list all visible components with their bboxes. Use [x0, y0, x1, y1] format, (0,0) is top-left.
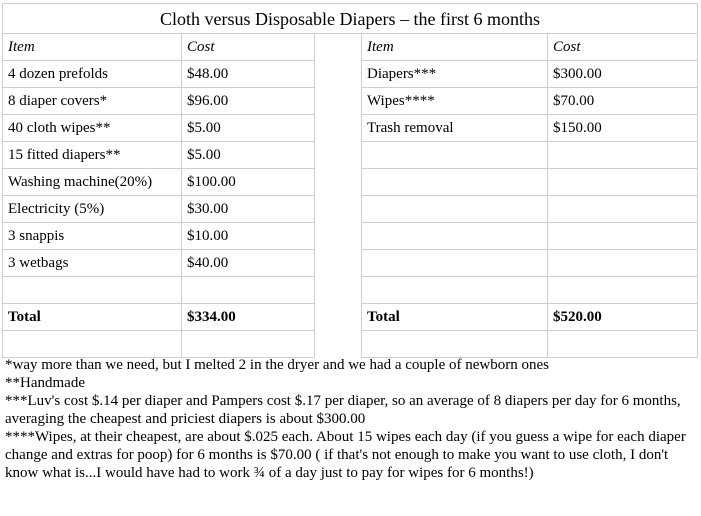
cloth-item-cell: 40 cloth wipes** — [3, 114, 182, 141]
spacer-cell — [315, 168, 362, 195]
cloth-total-cost: $334.00 — [182, 303, 315, 330]
cloth-item-cell: Electricity (5%) — [3, 195, 182, 222]
footnote: *way more than we need, but I melted 2 in the dryer and we had a couple of newborn ones — [5, 357, 549, 373]
spacer-cell — [315, 249, 362, 276]
disposable-item-cell: Wipes**** — [362, 87, 548, 114]
spacer-cell — [315, 114, 362, 141]
cloth-item-cell: 3 snappis — [3, 222, 182, 249]
spacer-cell — [315, 60, 362, 87]
spacer-cell — [315, 303, 362, 330]
cloth-cost-cell: $40.00 — [182, 249, 315, 276]
disposable-cost-cell — [548, 141, 698, 168]
cloth-item-cell: 15 fitted diapers** — [3, 141, 182, 168]
header-row — [3, 34, 698, 61]
empty-cell — [3, 330, 182, 357]
disposable-cost-header: Cost — [548, 34, 698, 61]
cloth-cost-cell: $10.00 — [182, 222, 315, 249]
spacer-cell — [315, 34, 362, 61]
disposable-item-cell: Diapers*** — [362, 60, 548, 87]
disposable-item-cell — [362, 195, 548, 222]
empty-cell — [362, 330, 548, 357]
disposable-item-cell — [362, 249, 548, 276]
table-row — [3, 141, 698, 168]
disposable-cost-cell: $300.00 — [548, 60, 698, 87]
empty-cell — [182, 330, 315, 357]
table-row — [3, 276, 698, 303]
footnote: **Handmade — [5, 375, 85, 391]
disposable-cost-cell: $150.00 — [548, 114, 698, 141]
empty-cell — [548, 330, 698, 357]
table-row — [3, 330, 698, 357]
footnote: ***Luv's cost $.14 per diaper and Pampers cost $.17 per diaper, so an average of 8 diapers per day for 6 months, averaging the cheapest and priciest diapers is about $300.00 — [5, 393, 681, 427]
disposable-item-cell — [362, 168, 548, 195]
disposable-item-cell — [362, 276, 548, 303]
comparison-table — [2, 3, 698, 358]
table-row — [3, 249, 698, 276]
title-row — [3, 4, 698, 34]
cloth-cost-cell: $100.00 — [182, 168, 315, 195]
disposable-cost-cell — [548, 195, 698, 222]
disposable-item-header: Item — [362, 34, 548, 61]
table-row — [3, 87, 698, 114]
spacer-cell — [315, 195, 362, 222]
cloth-cost-cell: $48.00 — [182, 60, 315, 87]
cloth-cost-cell: $5.00 — [182, 141, 315, 168]
disposable-cost-cell — [548, 249, 698, 276]
disposable-cost-cell — [548, 222, 698, 249]
disposable-item-cell — [362, 222, 548, 249]
disposable-item-cell — [362, 141, 548, 168]
table-row — [3, 114, 698, 141]
footnotes — [5, 356, 699, 482]
table-title: Cloth versus Disposable Diapers – the first 6 months — [3, 4, 698, 34]
cloth-cost-cell — [182, 276, 315, 303]
spacer-cell — [315, 222, 362, 249]
cloth-item-cell — [3, 276, 182, 303]
cloth-item-cell: 3 wetbags — [3, 249, 182, 276]
table-row — [3, 195, 698, 222]
disposable-total-label: Total — [362, 303, 548, 330]
cloth-item-header: Item — [3, 34, 182, 61]
spacer-cell — [315, 330, 362, 357]
table-row — [3, 168, 698, 195]
spacer-cell — [315, 87, 362, 114]
cloth-cost-header: Cost — [182, 34, 315, 61]
disposable-total-cost: $520.00 — [548, 303, 698, 330]
disposable-item-cell: Trash removal — [362, 114, 548, 141]
spacer-cell — [315, 141, 362, 168]
total-row — [3, 303, 698, 330]
disposable-cost-cell: $70.00 — [548, 87, 698, 114]
table-row — [3, 222, 698, 249]
cloth-cost-cell: $5.00 — [182, 114, 315, 141]
table-row — [3, 60, 698, 87]
spacer-cell — [315, 276, 362, 303]
disposable-cost-cell — [548, 276, 698, 303]
disposable-cost-cell — [548, 168, 698, 195]
cloth-total-label: Total — [3, 303, 182, 330]
cloth-cost-cell: $30.00 — [182, 195, 315, 222]
cloth-item-cell: Washing machine(20%) — [3, 168, 182, 195]
cloth-item-cell: 4 dozen prefolds — [3, 60, 182, 87]
cloth-cost-cell: $96.00 — [182, 87, 315, 114]
footnote: ****Wipes, at their cheapest, are about $.025 each. About 15 wipes each day (if you guess a wipe for each diaper change and extras for poop) for 6 months is $70.00 ( if that's not enough to make you want to use cloth, I don't know what is...I would have had to work ¾ of a day just to pay for wipes for 6 months!) — [5, 429, 686, 481]
cloth-item-cell: 8 diaper covers* — [3, 87, 182, 114]
